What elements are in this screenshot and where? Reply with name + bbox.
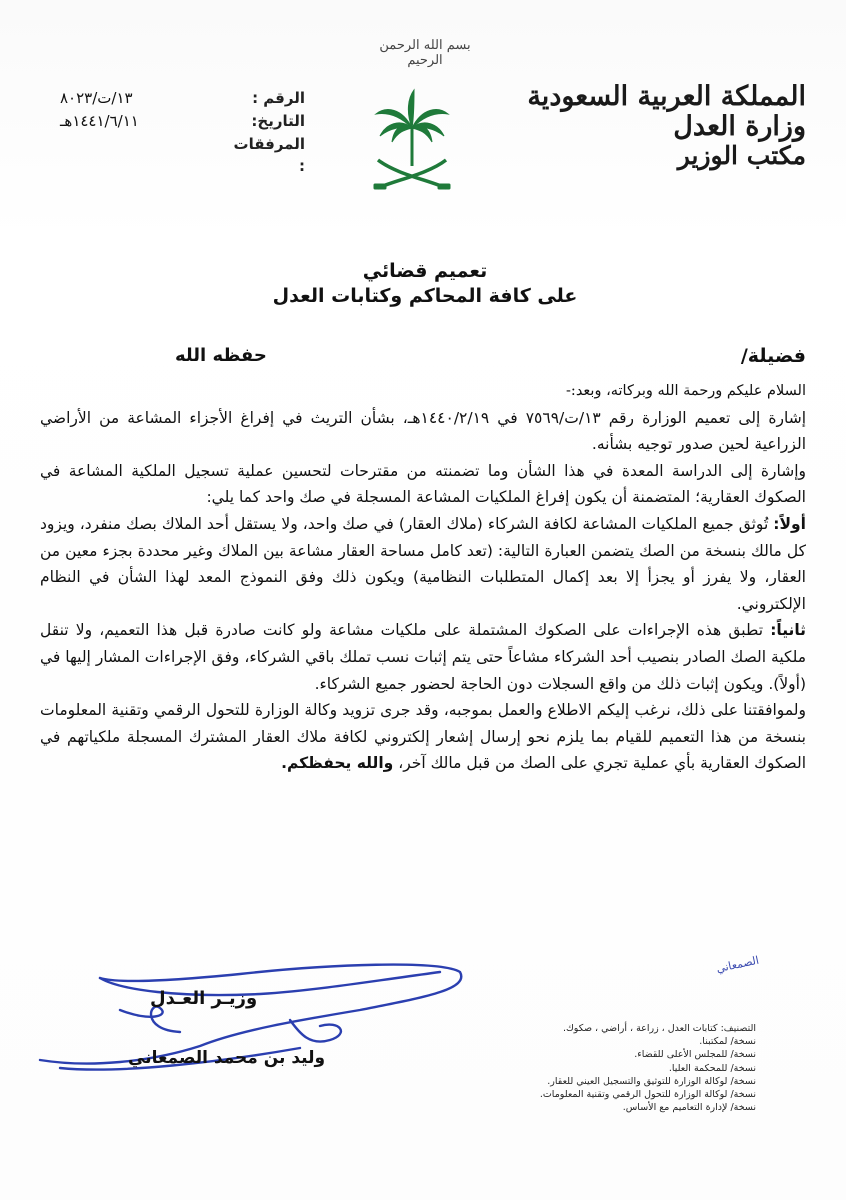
date-row [60, 111, 305, 134]
copy-line: نسخة/ للمجلس الأعلى للقضاء. [634, 1049, 756, 1061]
paragraph-study: وإشارة إلى الدراسة المعدة في هذا الشأن وما تضمنته من مقترحات لتحسين عملية تسجيل الملكية المشاعة في الصكوك العقارية؛ المتضمنة أن يكون إفراغ الملكيات المشاعة المسجلة في صك واحد كما يلي: [40, 461, 806, 507]
date-label: التاريخ: [251, 112, 305, 130]
copy-line: نسخة/ لمكتبنا. [699, 1036, 756, 1048]
blessing: حفظه الله [175, 345, 267, 366]
signatory-title: وزيـر العـدل [150, 988, 258, 1009]
copy-line: نسخة/ لوكالة الوزارة للتحول الرقمي وتقنية المعلومات. [539, 1089, 756, 1101]
paragraph-reference: إشارة إلى تعميم الوزارة رقم ١٣/ت/٧٥٦٩ في ١٤٤٠/٢/١٩هـ، بشأن التريث في إفراغ الأجزاء المشاعة من الأراضي الزراعية لحين صدور توجيه بشأنه. [40, 408, 807, 454]
classification-line: التصنيف: كتابات العدل ، زراعة ، أراضي ، صكوك. [562, 1023, 756, 1034]
attachments-label: المرفقات : [233, 135, 305, 175]
circular-subtitle: على كافة المحاكم وكتابات العدل [272, 285, 578, 307]
reference-number-label: الرقم : [252, 89, 305, 107]
letter-body [40, 378, 806, 777]
reference-number-row [60, 88, 305, 111]
signatory-name: وليد بن محمد الصمعاني [128, 1048, 326, 1068]
closing-text: ولموافقتنا على ذلك، نرغب إليكم الاطلاع والعمل بموجبه، وقد جرى تزويد وكالة الوزارة للتحول الرقمي وتقنية المعلومات بنسخة من هذا التعميم للقيام بما يلزم نحو إرسال إشعار إلكتروني لكافة ملاك العقار المشترك المسجلة ملكياتهم في الصكوك العقارية بأي عملية تجري على الصك من قبل مالك آخر، [40, 701, 806, 773]
attachments-value [60, 134, 220, 157]
distribution-list [466, 1022, 756, 1114]
greeting: السلام عليكم ورحمة الله وبركاته، وبعد:- [566, 383, 806, 399]
clause-second [40, 617, 806, 697]
closing-paragraph [40, 697, 806, 777]
clause-first-text: تُوثق جميع الملكيات المشاعة لكافة الشركاء (ملاك العقار) في صك واحد، ولا يستقل أحد الملاك بصك منفرد، ويزود كل مالك بنسخة من الصك يتضمن العبارة التالية: (تعد كامل مساحة العقار مشاعة بين الملاك وغير محددة بجزء معين من العقار، ولا يفرز أو يجزأ إلا بعد إكمال المتطلبات النظامية) ويكون ذلك وفق النموذج المعد لهذا الشأن في النظام الإلكتروني. [40, 514, 806, 613]
circular-title: تعميم قضائي [362, 260, 488, 282]
salutation: فضيلة/ [740, 345, 806, 367]
closing-blessing: والله يحفظكم. [281, 754, 394, 773]
clause-first-label: أولاً: [773, 514, 806, 533]
basmala: بسم الله الرحمن الرحيم [379, 38, 471, 68]
copy-line: نسخة/ لوكالة الوزارة للتوثيق والتسجيل العيني للعقار. [547, 1075, 756, 1087]
clause-second-text: تطبق هذه الإجراءات على الصكوك المشتملة على ملكيات مشاعة ولو كانت صادرة قبل هذا التعميم، ولا تنقل ملكية الصك الصادر بنصيب أحد الشركاء مشاعاً حتى يتم إثبات نسب تملك باقي الشركاء، وفق الإجراءات المشار إليها في (أولاً). ويكون إثبات ذلك من واقع السجلات دون الحاجة لحضور جميع الشركاء. [40, 621, 806, 693]
clause-second-label: ثانياً: [770, 621, 806, 640]
clause-first [40, 511, 806, 617]
reference-number-value: ١٣/ت/٨٠٢٣ [60, 89, 133, 107]
reference-block [60, 88, 305, 175]
attachments-row [60, 134, 305, 175]
office-name: مكتب الوزير [677, 141, 806, 171]
handwritten-initial: الصمعاني [715, 953, 761, 976]
kingdom-name: المملكة العربية السعودية [527, 81, 806, 112]
ministry-name: وزارة العدل [673, 111, 806, 143]
handwritten-signature [0, 950, 500, 1090]
issuer-block [527, 81, 806, 171]
date-value: ١٤٤١/٦/١١هـ [60, 112, 139, 130]
copy-line: نسخة/ للمحكمة العليا. [668, 1062, 756, 1074]
saudi-emblem-palm-swords-icon [372, 88, 452, 200]
copy-line: نسخة/ لإدارة التعاميم مع الأساس. [622, 1102, 756, 1114]
